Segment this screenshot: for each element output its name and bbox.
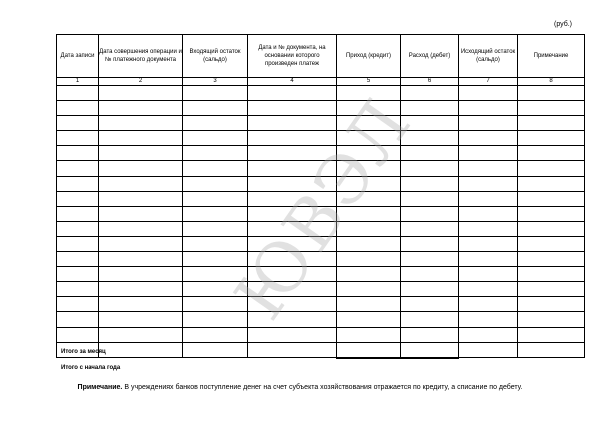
table-row <box>57 342 585 357</box>
table-cell <box>183 252 248 267</box>
table-cell <box>459 86 518 101</box>
table-cell <box>99 221 183 236</box>
table-cell <box>459 146 518 161</box>
footnote-title: Примечание. <box>77 384 123 391</box>
table-cell <box>337 297 401 312</box>
table-row <box>57 101 585 116</box>
table-row <box>57 327 585 342</box>
table-cell <box>99 191 183 206</box>
table-cell <box>99 297 183 312</box>
table-cell <box>57 206 99 221</box>
table-cell <box>518 267 585 282</box>
table-cell <box>183 191 248 206</box>
col-header-remark: Примечание <box>518 35 585 78</box>
table-cell <box>459 221 518 236</box>
table-cell <box>459 252 518 267</box>
table-row <box>57 312 585 327</box>
table-cell <box>518 312 585 327</box>
table-cell <box>401 116 459 131</box>
table-row <box>57 116 585 131</box>
table-cell <box>248 297 337 312</box>
table-cell <box>459 236 518 251</box>
table-cell <box>401 176 459 191</box>
col-number: 6 <box>401 78 459 86</box>
col-header-credit: Приход (кредит) <box>337 35 401 78</box>
table-cell <box>459 191 518 206</box>
table-cell <box>337 282 401 297</box>
col-header-basis-document: Дата и № документа, на основании которого произведен платеж <box>248 35 337 78</box>
table-cell <box>99 327 183 342</box>
table-cell <box>183 236 248 251</box>
currency-unit-label: (руб.) <box>553 21 572 28</box>
table-cell <box>183 342 248 357</box>
table-cell <box>337 191 401 206</box>
table-cell <box>57 236 99 251</box>
table-cell <box>248 236 337 251</box>
table-cell <box>57 297 99 312</box>
table-cell <box>57 327 99 342</box>
table-cell <box>518 297 585 312</box>
table-row <box>57 297 585 312</box>
watermark: ЮВЭЛ <box>220 85 428 334</box>
table-cell <box>518 236 585 251</box>
footnote <box>0 384 600 391</box>
table-cell <box>518 252 585 267</box>
table-cell <box>183 146 248 161</box>
table-cell <box>57 116 99 131</box>
table-cell <box>248 342 337 357</box>
table-cell <box>518 146 585 161</box>
table-cell <box>518 342 585 357</box>
table-cell <box>57 101 99 116</box>
table-cell <box>518 161 585 176</box>
total-month-label: Итого за месяц <box>61 349 106 355</box>
table-cell <box>248 312 337 327</box>
table-cell <box>99 267 183 282</box>
table-cell <box>99 161 183 176</box>
table-cell <box>183 312 248 327</box>
table-cell <box>337 252 401 267</box>
table-cell <box>401 86 459 101</box>
table-cell <box>99 236 183 251</box>
table-cell <box>183 131 248 146</box>
table-cell <box>401 206 459 221</box>
table-cell <box>337 267 401 282</box>
table-cell <box>248 86 337 101</box>
table-cell <box>459 206 518 221</box>
table-row <box>57 236 585 251</box>
table-cell <box>401 297 459 312</box>
table-cell <box>518 282 585 297</box>
table-cell <box>459 327 518 342</box>
table-cell <box>248 327 337 342</box>
table-cell <box>401 221 459 236</box>
col-header-closing-balance: Исходящий остаток (сальдо) <box>459 35 518 78</box>
table-cell <box>248 206 337 221</box>
table-cell <box>248 101 337 116</box>
table-cell <box>401 191 459 206</box>
col-header-opening-balance: Входящий остаток (сальдо) <box>183 35 248 78</box>
header-row <box>57 35 585 78</box>
table-cell <box>459 116 518 131</box>
table-cell <box>248 116 337 131</box>
table-cell <box>518 206 585 221</box>
table-row <box>57 267 585 282</box>
table-cell <box>401 131 459 146</box>
table-cell <box>99 101 183 116</box>
table-row <box>57 191 585 206</box>
table-cell <box>518 86 585 101</box>
table-cell <box>183 176 248 191</box>
table-cell <box>337 176 401 191</box>
table-cell <box>183 221 248 236</box>
column-number-row <box>57 78 585 86</box>
table-row <box>57 206 585 221</box>
table-cell <box>337 146 401 161</box>
table-cell <box>337 312 401 327</box>
table-cell <box>183 116 248 131</box>
table-cell <box>401 267 459 282</box>
table-row <box>57 221 585 236</box>
table-cell <box>459 267 518 282</box>
table-cell <box>248 252 337 267</box>
table-cell <box>248 221 337 236</box>
table-cell <box>57 282 99 297</box>
table-cell <box>57 86 99 101</box>
col-number: 2 <box>99 78 183 86</box>
col-number: 1 <box>57 78 99 86</box>
table-cell <box>99 86 183 101</box>
table-row <box>57 161 585 176</box>
col-number: 3 <box>183 78 248 86</box>
table-cell <box>518 191 585 206</box>
col-number: 7 <box>459 78 518 86</box>
table-cell <box>183 206 248 221</box>
table-cell <box>401 236 459 251</box>
table-cell <box>57 131 99 146</box>
table-cell <box>248 131 337 146</box>
table-row <box>57 282 585 297</box>
table-cell <box>183 86 248 101</box>
table-cell <box>99 342 183 357</box>
table-cell <box>337 161 401 176</box>
table-cell <box>57 191 99 206</box>
table-cell <box>248 267 337 282</box>
table-cell <box>337 236 401 251</box>
footnote-text: В учреждениях банков поступление денег на счет субъекта хозяйствования отражается по кредиту, а списание по дебету. <box>122 384 523 391</box>
table-cell <box>99 252 183 267</box>
account-ledger-table <box>56 34 585 358</box>
table-cell <box>57 146 99 161</box>
table-cell <box>57 252 99 267</box>
table-cell <box>337 206 401 221</box>
table-cell <box>518 176 585 191</box>
table-cell <box>459 176 518 191</box>
table-cell <box>183 282 248 297</box>
table-cell <box>99 206 183 221</box>
table-cell <box>337 86 401 101</box>
table-cell <box>459 342 518 357</box>
col-header-debit: Расход (дебет) <box>401 35 459 78</box>
table-cell <box>183 327 248 342</box>
col-number: 8 <box>518 78 585 86</box>
table-cell <box>459 312 518 327</box>
table-cell <box>99 146 183 161</box>
table-cell <box>337 221 401 236</box>
table-row <box>57 86 585 101</box>
table-cell <box>183 161 248 176</box>
table-cell <box>248 176 337 191</box>
table-cell <box>401 312 459 327</box>
table-cell <box>518 101 585 116</box>
table-cell <box>248 161 337 176</box>
table-row <box>57 146 585 161</box>
table-cell <box>401 252 459 267</box>
table-cell <box>459 131 518 146</box>
table-cell <box>99 312 183 327</box>
col-header-entry-date: Дата записи <box>57 35 99 78</box>
table-cell <box>337 116 401 131</box>
table-cell <box>99 282 183 297</box>
table-cell <box>57 221 99 236</box>
table-row <box>57 131 585 146</box>
table-cell <box>183 101 248 116</box>
table-cell <box>248 146 337 161</box>
table-cell <box>459 297 518 312</box>
total-credit-cell <box>336 342 401 359</box>
table-cell <box>57 161 99 176</box>
table-cell <box>459 282 518 297</box>
table-cell <box>401 282 459 297</box>
ledger-body <box>57 86 585 358</box>
table-cell <box>337 131 401 146</box>
table-cell <box>248 191 337 206</box>
col-header-operation-date: Дата совершения операции и № платежного документа <box>99 35 183 78</box>
col-number: 5 <box>337 78 401 86</box>
table-cell <box>337 101 401 116</box>
table-cell <box>99 116 183 131</box>
table-cell <box>518 327 585 342</box>
table-cell <box>401 327 459 342</box>
table-row <box>57 252 585 267</box>
table-cell <box>57 312 99 327</box>
table-cell <box>337 327 401 342</box>
table-cell <box>99 131 183 146</box>
table-cell <box>57 267 99 282</box>
table-cell <box>401 101 459 116</box>
table-cell <box>248 282 337 297</box>
total-year-label: Итого с начала года <box>61 365 121 371</box>
table-cell <box>57 176 99 191</box>
table-cell <box>183 297 248 312</box>
table-row <box>57 176 585 191</box>
table-cell <box>99 176 183 191</box>
table-cell <box>518 116 585 131</box>
total-debit-cell <box>400 342 459 359</box>
table-cell <box>459 161 518 176</box>
table-cell <box>401 161 459 176</box>
table-cell <box>459 101 518 116</box>
col-number: 4 <box>248 78 337 86</box>
table-cell <box>401 146 459 161</box>
table-cell <box>518 221 585 236</box>
table-cell <box>183 267 248 282</box>
table-cell <box>518 131 585 146</box>
